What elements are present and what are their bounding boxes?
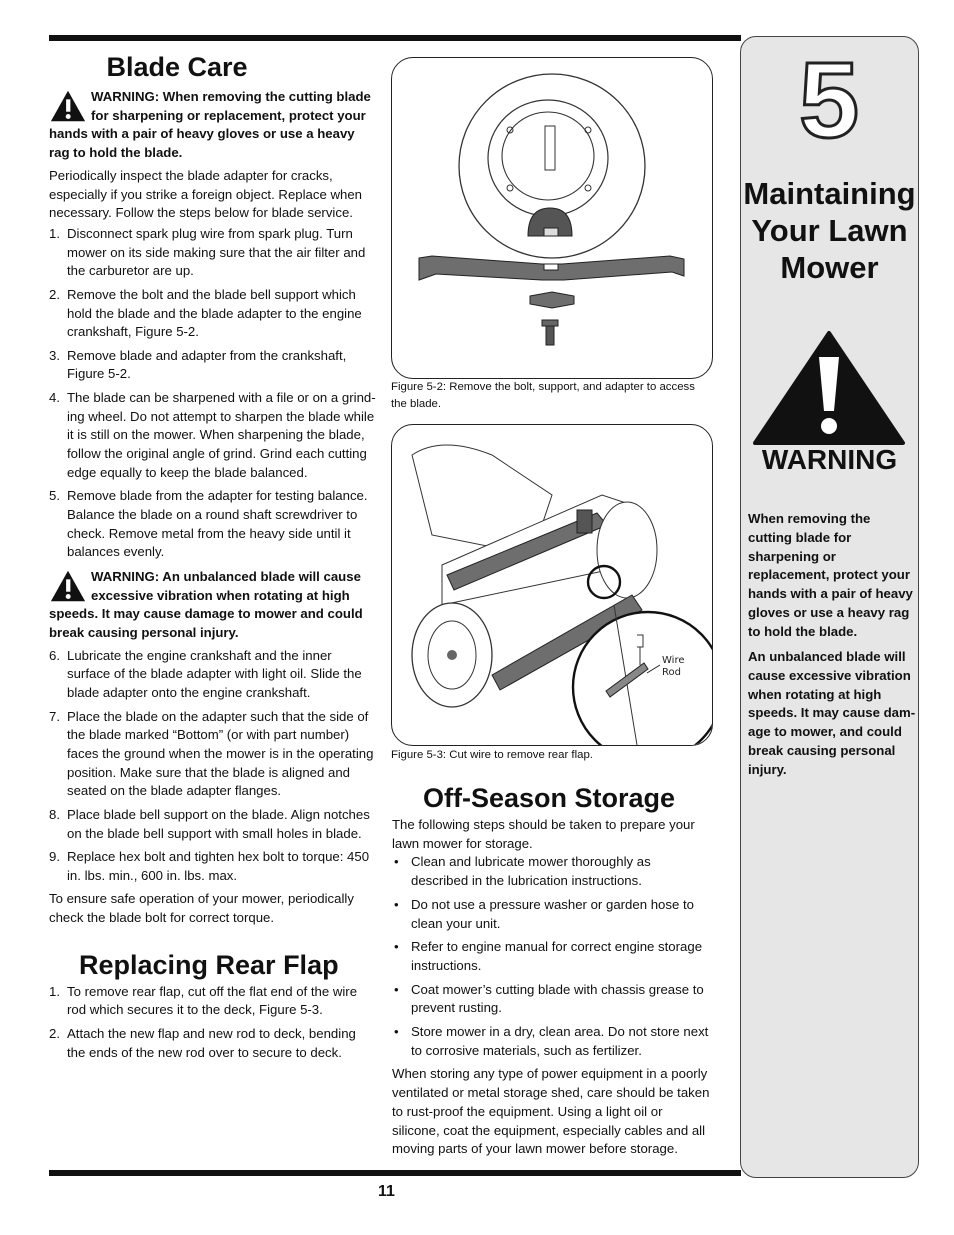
sidebar-note-2: An unbalanced blade will cause excessive vibration when rotating at high speeds. It may cause dam-age to mower, and could break causing personal injury. bbox=[748, 649, 916, 777]
warning-triangle-icon bbox=[49, 568, 87, 604]
storage-bullet-text: Clean and lubricate mower thoroughly as described in the lubrication instructions. bbox=[411, 854, 651, 889]
step-text: Disconnect spark plug wire from spark plug. Turn mower on its side making sure that the air filter and the carburetor are up. bbox=[67, 225, 366, 279]
step-number: 6. bbox=[49, 647, 60, 663]
rear-flap-heading: Replacing Rear Flap bbox=[79, 949, 339, 980]
step-text: Replace hex bolt and tighten hex bolt to torque: 450 in. lbs. min., 600 in. lbs. max. bbox=[67, 849, 370, 883]
step-number: 7. bbox=[49, 708, 60, 724]
blade-assembly-illustration bbox=[392, 58, 712, 378]
sidebar-note-1: When removing the cutting blade for sharpening or replacement, protect your hands with a pair of heavy gloves or use a heavy rag to hold the blade. bbox=[748, 511, 913, 639]
step-number: 9. bbox=[49, 849, 60, 865]
step-number: 8. bbox=[49, 806, 60, 822]
page-number: 11 bbox=[378, 1183, 395, 1200]
chapter-number-text: 5 bbox=[798, 47, 860, 147]
step-item bbox=[49, 806, 377, 843]
step-number: 1. bbox=[49, 983, 60, 999]
storage-bullet-text: Store mower in a dry, clean area. Do not store next to corrosive materials, such as fertilizer. bbox=[411, 1024, 709, 1058]
chapter-title-line-3: Mower bbox=[780, 250, 879, 285]
step-item bbox=[49, 487, 377, 562]
rear-flap-illustration bbox=[392, 425, 712, 745]
step-item bbox=[49, 647, 377, 703]
step-item bbox=[49, 286, 377, 342]
blade-care-intro: Periodically inspect the blade adapter for cracks, especially if you strike a foreign object. Replace when necessary. Follow the steps below for blade service. bbox=[49, 167, 363, 221]
bullet-dot: • bbox=[394, 896, 399, 912]
left-column bbox=[49, 50, 377, 1067]
storage-bullet-item bbox=[392, 1023, 710, 1060]
top-rule bbox=[49, 35, 741, 41]
chapter-title-line-1: Maintaining bbox=[743, 176, 916, 211]
storage-bullet-item bbox=[392, 853, 710, 890]
step-item bbox=[49, 347, 377, 384]
blade-care-warning-2 bbox=[49, 567, 377, 643]
bullet-dot: • bbox=[394, 1024, 399, 1040]
storage-bullet-item bbox=[392, 896, 710, 933]
step-text: Remove blade from the adapter for testing balance. Balance the blade on a round shaft screwdriver to check. Remove metal from the heavy side until it balances evenly. bbox=[67, 488, 368, 560]
figure-5-2 bbox=[391, 57, 713, 379]
storage-bullet-item bbox=[392, 938, 710, 975]
chapter-number bbox=[741, 47, 918, 152]
storage-intro: The following steps should be taken to prepare your lawn mower for storage. bbox=[392, 817, 695, 851]
chapter-title-line-2: Your Lawn bbox=[751, 213, 908, 248]
storage-closing: When storing any type of power equipment in a poorly ventilated or metal storage shed, care should be taken to rust-proof the equipment. Using a light oil or silicone, coat the equipment, especially cables and all moving parts of your lawn mower before storage. bbox=[392, 1066, 710, 1157]
storage-bullet-item bbox=[392, 981, 710, 1018]
blade-care-heading: Blade Care bbox=[106, 52, 248, 82]
step-number: 1. bbox=[49, 225, 60, 241]
step-text: Remove the bolt and the blade bell support which hold the blade and the blade adapter to the engine crankshaft, Figure 5-2. bbox=[67, 286, 362, 340]
bullet-dot: • bbox=[394, 854, 399, 870]
step-text: Remove blade and adapter from the crankshaft, Figure 5-2. bbox=[67, 347, 347, 382]
storage-bullet-text: Coat mower’s cutting blade with chassis grease to prevent rusting. bbox=[411, 981, 704, 1016]
step-number: 5. bbox=[49, 488, 60, 504]
storage-heading: Off-Season Storage bbox=[423, 783, 676, 813]
blade-care-steps-a bbox=[49, 225, 377, 562]
bottom-rule bbox=[49, 1170, 741, 1176]
step-number: 3. bbox=[49, 347, 60, 363]
step-text: Attach the new flap and new rod to deck, bending the ends of the new rod over to secure to deck. bbox=[67, 1025, 356, 1060]
step-number: 4. bbox=[49, 389, 60, 405]
step-item bbox=[49, 848, 377, 885]
chapter-sidebar bbox=[740, 36, 919, 1178]
step-text: Place blade bell support on the blade. Align notches on the blade bell support with small holes in blade. bbox=[67, 806, 370, 841]
warning-triangle-icon bbox=[49, 88, 87, 124]
step-text: The blade can be sharpened with a file or on a grind-ing wheel. Do not attempt to sharpen the blade while it is still on the mower. When sharpening the blade, follow the original angle of grind. Grind each cutting edge equally to keep the blade balanced. bbox=[67, 389, 376, 480]
storage-bullets bbox=[392, 853, 710, 1060]
bullet-dot: • bbox=[394, 939, 399, 955]
step-number: 2. bbox=[49, 286, 60, 302]
step-number: 2. bbox=[49, 1025, 60, 1041]
rod-label: Rod bbox=[662, 667, 681, 678]
warning-word: WARNING bbox=[761, 444, 898, 475]
blade-care-closing: To ensure safe operation of your mower, periodically check the blade bolt for correct torque. bbox=[49, 891, 354, 925]
figure-5-2-caption: Figure 5-2: Remove the bolt, support, and adapter to access the blade. bbox=[391, 381, 695, 410]
step-text: To remove rear flap, cut off the flat end of the wire rod which secures it to the deck, Figure 5-3. bbox=[67, 983, 358, 1018]
storage-bullet-text: Do not use a pressure washer or garden hose to clean your unit. bbox=[411, 896, 694, 931]
step-text: Place the blade on the adapter such that the side of the blade marked “Bottom” (or with part number) faces the ground when the mower is in the operating position. Make sure that the blade is aligned and seated on the blade adapter flanges. bbox=[67, 708, 374, 799]
warning-1-text: WARNING: When removing the cutting blade for sharpening or replacement, protect your hands with a pair of heavy gloves or use a heavy rag to hold the blade. bbox=[49, 89, 371, 161]
step-item bbox=[49, 708, 377, 802]
blade-care-steps-b bbox=[49, 647, 377, 886]
step-text: Lubricate the engine crankshaft and the inner surface of the blade adapter with light oil. Slide the blade adapter onto the engine crankshaft. bbox=[67, 647, 362, 701]
warning-2-text: WARNING: An unbalanced blade will cause excessive vibration when rotating at high speeds. It may cause damage to mower and could break causing personal injury. bbox=[49, 568, 363, 640]
step-item bbox=[49, 225, 377, 281]
figure-5-3-caption: Figure 5-3: Cut wire to remove rear flap. bbox=[391, 749, 593, 761]
figure-5-3 bbox=[391, 424, 713, 746]
storage-bullet-text: Refer to engine manual for correct engine storage instructions. bbox=[411, 939, 703, 973]
blade-care-warning-1 bbox=[49, 87, 377, 163]
large-warning-triangle-icon bbox=[753, 329, 905, 447]
step-item bbox=[49, 983, 377, 1020]
rear-flap-steps bbox=[49, 983, 377, 1063]
storage-column bbox=[392, 781, 710, 1159]
bullet-dot: • bbox=[394, 981, 399, 997]
chapter-title bbox=[741, 175, 918, 286]
step-item bbox=[49, 389, 377, 483]
step-item bbox=[49, 1025, 377, 1062]
wire-label: Wire bbox=[662, 655, 685, 666]
